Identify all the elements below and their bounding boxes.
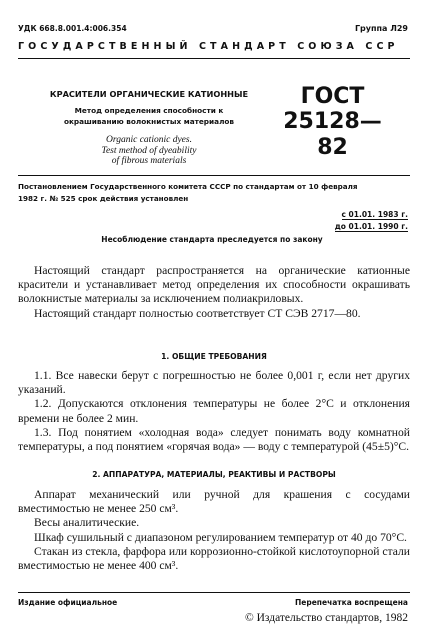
date-from: с 01.01. 1983 г.: [341, 210, 408, 219]
equipment-item-1: Аппарат механический или ручной для крашения с сосудами вместимостью не менее 250 см³.: [18, 488, 410, 516]
date-to: до 01.01. 1990 г.: [334, 222, 408, 231]
intro-paragraph-1: Настоящий стандарт распространяется на органические катионные красители и устанавливает метод определения их способности окрашивать волокнистые материалы за исключением полиакриловых.: [18, 264, 410, 306]
english-title-line-1: Organic cationic dyes.: [106, 135, 192, 145]
section-1-body: [18, 369, 410, 454]
footer-divider: [18, 592, 410, 593]
section-2-heading: 2. АППАРАТУРА, МАТЕРИАЛЫ, РЕАКТИВЫ И РАСТВОРЫ: [92, 470, 336, 479]
equipment-item-2: Весы аналитические.: [34, 516, 140, 530]
equipment-item-3: Шкаф сушильный с диапазоном регулированием температур от 40 до 70°С.: [34, 530, 407, 544]
intro-paragraph-2: Настоящий стандарт полностью соответствует СТ СЭВ 2717—80.: [34, 306, 361, 320]
edition-label: Издание официальное: [18, 598, 118, 607]
clause-1-1: 1.1. Все навески берут с погрешностью не более 0,001 г, если нет других указаний.: [18, 369, 410, 397]
clause-1-2: 1.2. Допускаются отклонения температуры не более 2°С и отклонения времени не более 2 мин.: [18, 397, 410, 425]
section-2-body: [18, 488, 410, 573]
decree-line-1: Постановлением Государственного комитета СССР по стандартам от 10 февраля: [18, 182, 358, 191]
document-title: КРАСИТЕЛИ ОРГАНИЧЕСКИЕ КАТИОННЫЕ: [49, 89, 249, 99]
english-title-line-2: Test method of dyeability: [101, 145, 197, 156]
top-divider: [18, 58, 410, 59]
standard-banner: ГОСУДАРСТВЕННЫЙ СТАНДАРТ СОЮЗА ССР: [18, 41, 399, 52]
intro-section: [18, 264, 410, 321]
title-block: [34, 89, 264, 167]
equipment-item-4: Стакан из стекла, фарфора или коррозионно-стойкой кислотоупорной стали вместимостью не менее 400 см³.: [18, 544, 410, 573]
decree-line-2: 1982 г. № 525 срок действия установлен: [18, 194, 189, 203]
decree-text: [18, 181, 410, 205]
group-code: Группа Л29: [354, 24, 408, 33]
section-1-heading: 1. ОБЩИЕ ТРЕБОВАНИЯ: [161, 352, 267, 361]
validity-dates: [335, 209, 408, 233]
clause-1-3: 1.3. Под понятием «холодная вода» следует понимать воду комнатной температуры, а под понятием «горячая вода» — воду с температурой (45±5)°С.: [18, 425, 410, 454]
subtitle-line-1: Метод определения способности к: [74, 106, 224, 115]
gost-block: [270, 85, 395, 161]
udk-code: УДК 668.8.001.4:006.354: [18, 24, 127, 33]
english-title-line-3: of fibrous materials: [111, 156, 187, 166]
penalty-notice: Несоблюдение стандарта преследуется по закону: [101, 235, 323, 244]
gost-label: ГОСТ: [300, 84, 365, 109]
header-divider: [18, 175, 410, 176]
reprint-notice: Перепечатка воспрещена: [294, 598, 408, 607]
publisher-copyright: © Издательство стандартов, 1982: [244, 612, 408, 624]
gost-number: 25128—82: [283, 109, 382, 160]
subtitle-line-2: окрашиванию волокнистых материалов: [63, 117, 235, 126]
